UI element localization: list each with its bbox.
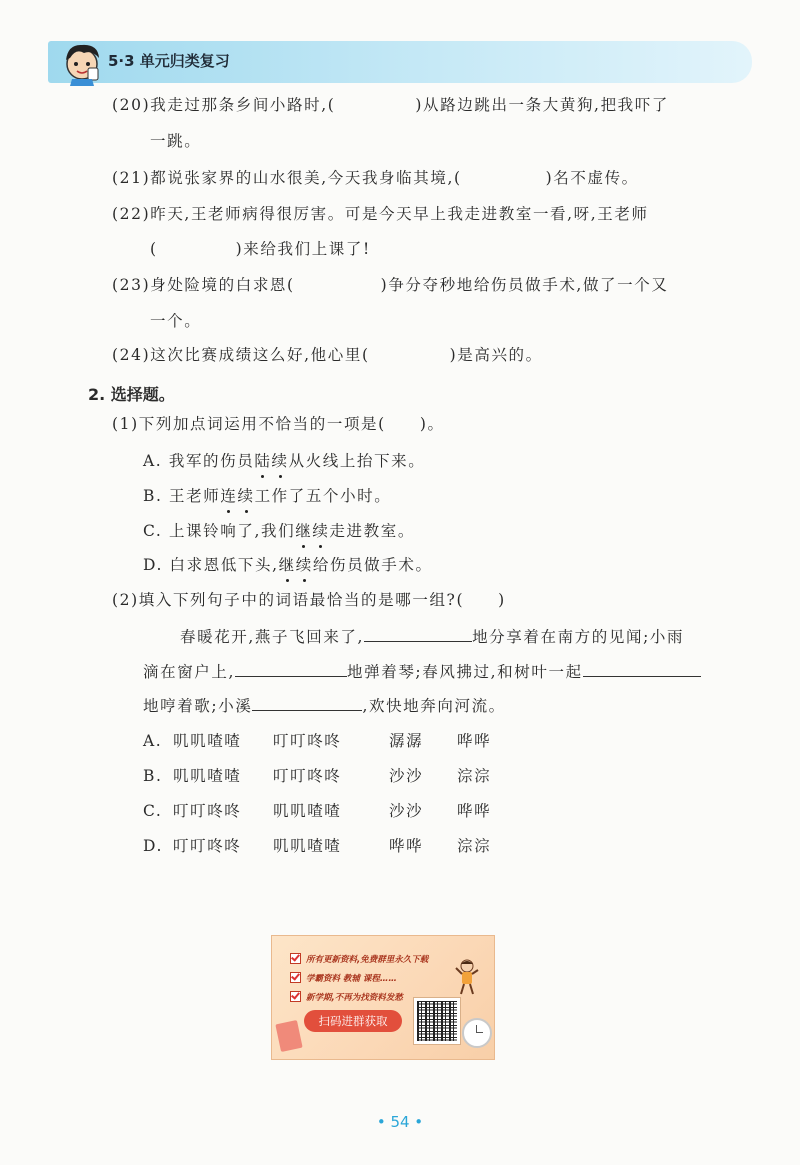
mc-question-1-stem <box>112 413 445 435</box>
qr-code-icon[interactable] <box>414 998 460 1044</box>
option-text: B. 王老师 <box>143 487 221 505</box>
page-title: 5·3 单元归类复习 <box>108 52 230 70</box>
page-number: • 54 • <box>376 1113 424 1131</box>
passage-line-3 <box>143 694 506 717</box>
mc-question-2-text-cont: ) <box>498 591 506 609</box>
option-word: 淙淙 <box>457 837 492 855</box>
option-word: 潺潺 <box>389 732 424 750</box>
question-22-line-2 <box>150 238 371 260</box>
passage-text: 地弹着琴;春风拂过,和树叶一起 <box>347 663 583 681</box>
mascot-boy-icon <box>58 38 106 86</box>
option-word: 哗哗 <box>457 802 492 820</box>
mc-2-option-d[interactable] <box>143 835 492 857</box>
question-21-text: (21)都说张家界的山水很美,今天我身临其境,( <box>112 169 462 187</box>
promo-line-3: 新学期,不再为找资料发愁 <box>306 993 403 1003</box>
fill-underline[interactable] <box>252 694 362 711</box>
promo-line-2: 学霸资料 教辅 课程…… <box>306 974 397 984</box>
option-word: 沙沙 <box>389 802 424 820</box>
fill-underline[interactable] <box>583 660 701 677</box>
question-23-line-1 <box>112 274 668 296</box>
scan-join-button[interactable]: 扫码进群获取 <box>304 1010 402 1032</box>
dotted-char: 续 <box>271 452 289 470</box>
question-22-text-cont: )来给我们上课了! <box>235 240 371 258</box>
question-24 <box>112 344 543 366</box>
mc-1-option-b[interactable] <box>143 485 391 507</box>
clock-icon <box>462 1018 492 1048</box>
passage-line-2 <box>143 660 701 683</box>
option-letter: B. <box>143 767 163 785</box>
option-word: 叮叮咚咚 <box>273 732 342 750</box>
question-21 <box>112 167 639 189</box>
paren-open: ( <box>150 240 158 258</box>
mc-2-option-c[interactable] <box>143 800 492 822</box>
option-word: 叽叽喳喳 <box>173 767 242 785</box>
passage-text: 滴在窗户上, <box>143 663 236 681</box>
question-24-text: (24)这次比赛成绩这么好,他心里( <box>112 346 370 364</box>
option-word: 沙沙 <box>389 767 424 785</box>
option-text: C. 上课铃响了,我们 <box>143 522 296 540</box>
option-text: 给伤员做手术。 <box>312 556 433 574</box>
passage-text: ,欢快地奔向河流。 <box>362 697 506 715</box>
question-24-text-cont: )是高兴的。 <box>449 346 543 364</box>
passage-text: 地哼着歌;小溪 <box>143 697 253 715</box>
option-text: 从火线上抬下来。 <box>288 452 426 470</box>
book-icon <box>275 1020 302 1052</box>
option-word: 淙淙 <box>457 767 492 785</box>
mc-1-option-a[interactable] <box>143 450 425 472</box>
check-icon <box>290 953 301 964</box>
question-22-line-1: (22)昨天,王老师病得很厉害。可是今天早上我走进教室一看,呀,王老师 <box>112 205 649 223</box>
option-word: 叽叽喳喳 <box>273 837 342 855</box>
fill-underline[interactable] <box>364 625 472 642</box>
question-23-text-cont: )争分夺秒地给伤员做手术,做了一个又 <box>380 276 669 294</box>
option-word: 叮叮咚咚 <box>273 767 342 785</box>
dotted-char: 继 <box>295 522 313 540</box>
option-word: 哗哗 <box>457 732 492 750</box>
promo-line-1: 所有更新资料,免费群里永久下载 <box>306 955 429 965</box>
option-letter: A. <box>143 732 163 750</box>
option-letter: C. <box>143 802 163 820</box>
question-20-text-cont: )从路边跳出一条大黄狗,把我吓了 <box>415 96 669 114</box>
dotted-char: 陆 <box>254 452 272 470</box>
option-text: 工作了五个小时。 <box>254 487 392 505</box>
fill-underline[interactable] <box>235 660 347 677</box>
option-word: 叽叽喳喳 <box>173 732 242 750</box>
option-text: A. 我军的伤员 <box>143 452 255 470</box>
question-23-text: (23)身处险境的白求恩( <box>112 276 295 294</box>
option-word: 叽叽喳喳 <box>273 802 342 820</box>
question-20-text: (20)我走过那条乡间小路时,( <box>112 96 336 114</box>
dotted-char: 继 <box>278 556 296 574</box>
mc-1-option-c[interactable] <box>143 520 415 542</box>
dotted-char: 续 <box>312 522 330 540</box>
option-word: 叮叮咚咚 <box>173 802 242 820</box>
kid-illustration-icon <box>454 958 480 996</box>
passage-line-1 <box>180 625 684 648</box>
passage-text: 地分享着在南方的见闻;小雨 <box>472 628 685 646</box>
question-20-line-2: 一跳。 <box>150 132 202 150</box>
option-text: 走进教室。 <box>329 522 415 540</box>
mc-2-option-b[interactable] <box>143 765 492 787</box>
dotted-char: 续 <box>295 556 313 574</box>
check-icon <box>290 991 301 1002</box>
mc-1-option-d[interactable] <box>143 554 433 576</box>
option-text: D. 白求恩低下头, <box>143 556 279 574</box>
option-letter: D. <box>143 837 164 855</box>
mc-question-2-stem <box>112 589 506 611</box>
mc-2-option-a[interactable] <box>143 730 492 752</box>
check-icon <box>290 972 301 983</box>
question-23-line-2: 一个。 <box>150 312 202 330</box>
dotted-char: 连 <box>220 487 238 505</box>
mc-question-1-text-cont: )。 <box>419 415 445 433</box>
option-word: 哗哗 <box>389 837 424 855</box>
question-21-text-cont: )名不虚传。 <box>545 169 639 187</box>
mc-question-1-text: (1)下列加点词运用不恰当的一项是( <box>112 415 386 433</box>
promo-banner[interactable] <box>271 935 495 1060</box>
dotted-char: 续 <box>237 487 255 505</box>
mc-question-2-text: (2)填入下列句子中的词语最恰当的是哪一组?( <box>112 591 465 609</box>
question-20-line-1 <box>112 94 669 116</box>
option-word: 叮叮咚咚 <box>173 837 242 855</box>
passage-text: 春暖花开,燕子飞回来了, <box>180 628 365 646</box>
section-2-title: 2. 选择题。 <box>88 385 175 404</box>
